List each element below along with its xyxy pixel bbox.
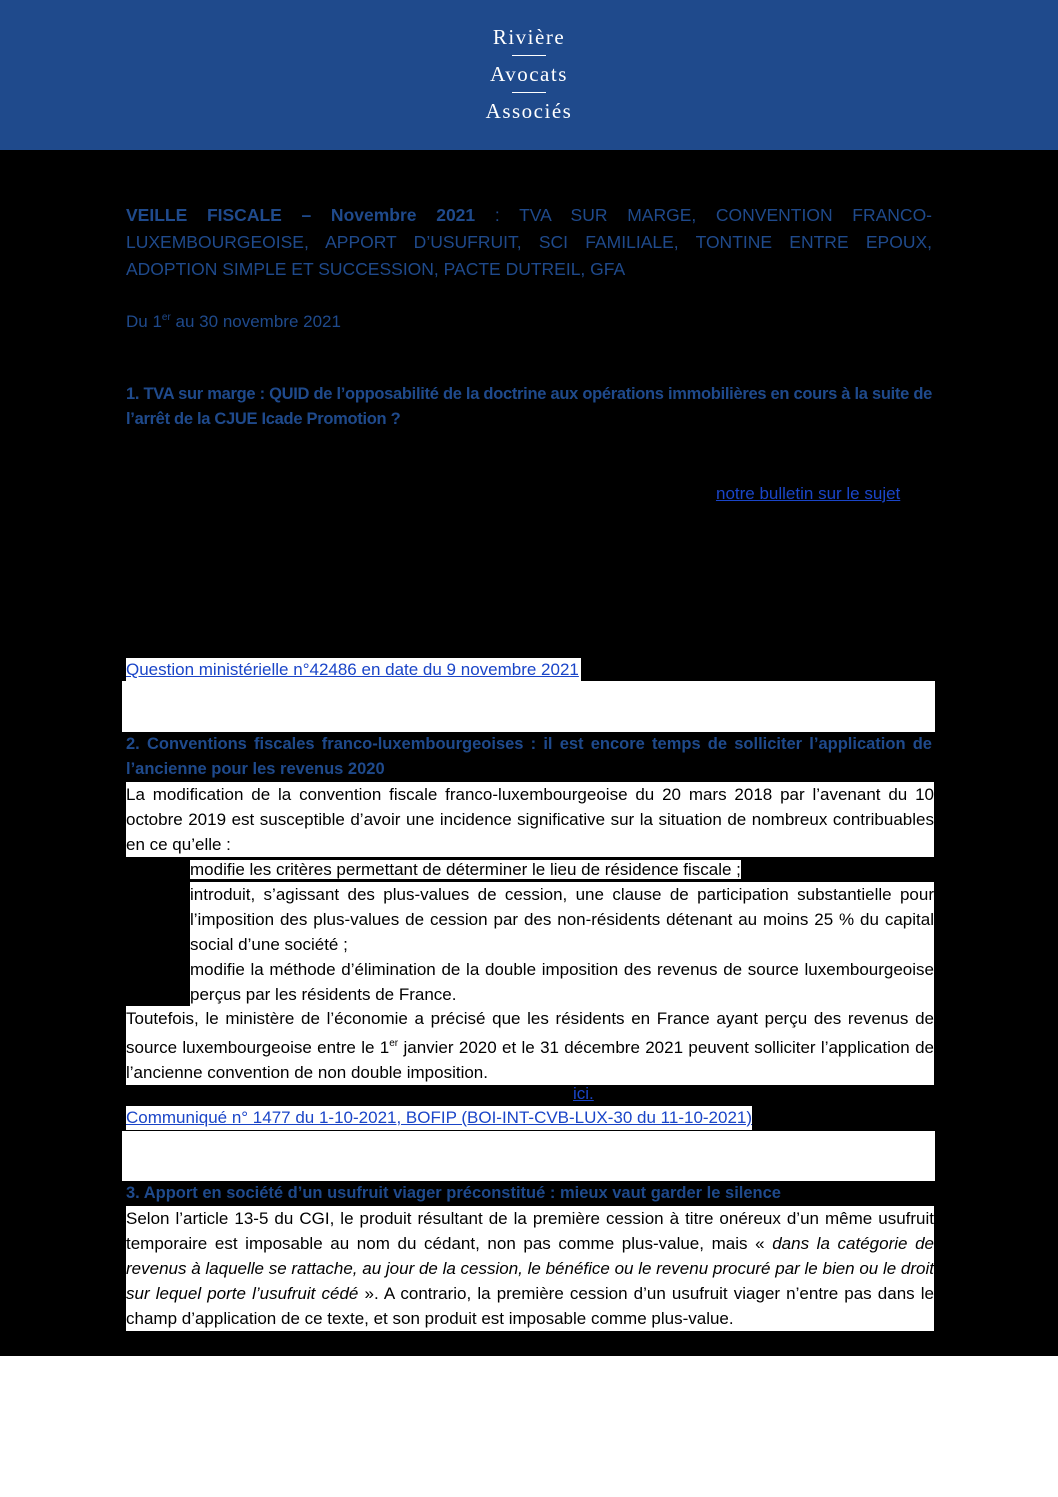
toutefois-text-a: Toutefois, le ministère de l’économie a précisé que les résidents en France ayant perçu des revenus de source luxembourgeoise entre le 1 xyxy=(126,1009,934,1057)
bulletin-link[interactable]: notre bulletin sur le sujet xyxy=(716,484,901,503)
date-suffix: au 30 novembre 2021 xyxy=(170,312,341,331)
bullet-text: modifie les critères permettant de déterminer le lieu de résidence fiscale ; xyxy=(190,860,741,879)
date-range xyxy=(126,306,341,334)
section-2-toutefois xyxy=(126,1006,934,1085)
bullet-list xyxy=(190,857,934,1007)
selon-quote: dans la catégorie de revenus à laquelle se rattache, au jour de la cession, le bénéfice ou le revenu procuré par le bien ou le droit sur lequel porte l’usufruit cédé xyxy=(126,1234,935,1303)
section-3-heading: 3. Apport en société d’un usufruit viager préconstitué : mieux vaut garder le silence xyxy=(126,1184,781,1202)
logo-rule xyxy=(512,92,546,93)
selon-text-a: Selon l’article 13-5 du CGI, le produit résultant de la première cession à titre onéreux d’un même usufruit temporaire est imposable au nom du cédant, non pas comme plus-value, mais « xyxy=(126,1209,934,1253)
firm-logo xyxy=(0,24,1058,124)
date-prefix: Du 1 xyxy=(126,312,162,331)
list-item xyxy=(190,857,934,882)
logo-line-1: Rivière xyxy=(492,25,566,49)
blank-strip xyxy=(122,681,935,732)
selon-text-b: ». A contrario, la première cession d’un usufruit viager n’entre pas dans le champ d’application de ce texte, et son produit est imposable comme plus-value. xyxy=(126,1284,935,1328)
question-ministerielle-link[interactable]: Question ministérielle n°42486 en date du 9 novembre 2021 xyxy=(126,658,581,682)
communique-link[interactable]: Communiqué n° 1477 du 1-10-2021, BOFIP (BOI-INT-CVB-LUX-30 du 11-10-2021) xyxy=(126,1106,752,1130)
toutefois-sup: er xyxy=(389,1038,399,1049)
date-sup: er xyxy=(161,312,171,323)
section-1-heading: 1. TVA sur marge : QUID de l’opposabilité de la doctrine aux opérations immobilières en cours à la suite de l’arrêt de la CJUE Icade Promotion ? xyxy=(126,385,932,428)
logo-rule xyxy=(512,55,546,56)
title-bold: VEILLE FISCALE – Novembre 2021 xyxy=(126,205,476,225)
list-item xyxy=(190,957,934,1007)
logo-line-3: Associés xyxy=(485,99,573,123)
ici-link[interactable]: ici. xyxy=(573,1084,594,1103)
bullet-text: introduit, s’agissant des plus-values de cession, une clause de participation substantielle pour l’imposition des plus-values de cession par des non-résidents détenant au moins 25 % du capital social d’une société ; xyxy=(190,885,934,954)
bullet-text: modifie la méthode d’élimination de la double imposition des revenus de source luxembourgeoise perçus par les résidents de France. xyxy=(190,960,934,1004)
title-rest: : TVA SUR MARGE, CONVENTION FRANCO-LUXEMBOURGEOISE, APPORT D’USUFRUIT, SCI FAMILIALE, TONTINE ENTRE EPOUX, ADOPTION SIMPLE ET SUCCESSION, PACTE DUTREIL, GFA xyxy=(126,205,933,279)
document-title xyxy=(126,202,932,283)
blank-strip xyxy=(122,1131,935,1181)
section-2-heading: 2. Conventions fiscales franco-luxembourgeoises : il est encore temps de solliciter l’application de l’ancienne pour les revenus 2020 xyxy=(126,735,932,778)
toutefois-text-b: janvier 2020 et le 31 décembre 2021 peuvent solliciter l’application de l’ancienne convention de non double imposition. xyxy=(126,1038,934,1082)
section-3-paragraph xyxy=(126,1206,934,1331)
list-item xyxy=(190,882,934,957)
logo-line-2: Avocats xyxy=(490,62,568,86)
section-2-intro: La modification de la convention fiscale franco-luxembourgeoise du 20 mars 2018 par l’avenant du 10 octobre 2019 est susceptible d’avoir une incidence significative sur la situation de nombreux contribuables en ce qu’elle : xyxy=(126,782,934,857)
